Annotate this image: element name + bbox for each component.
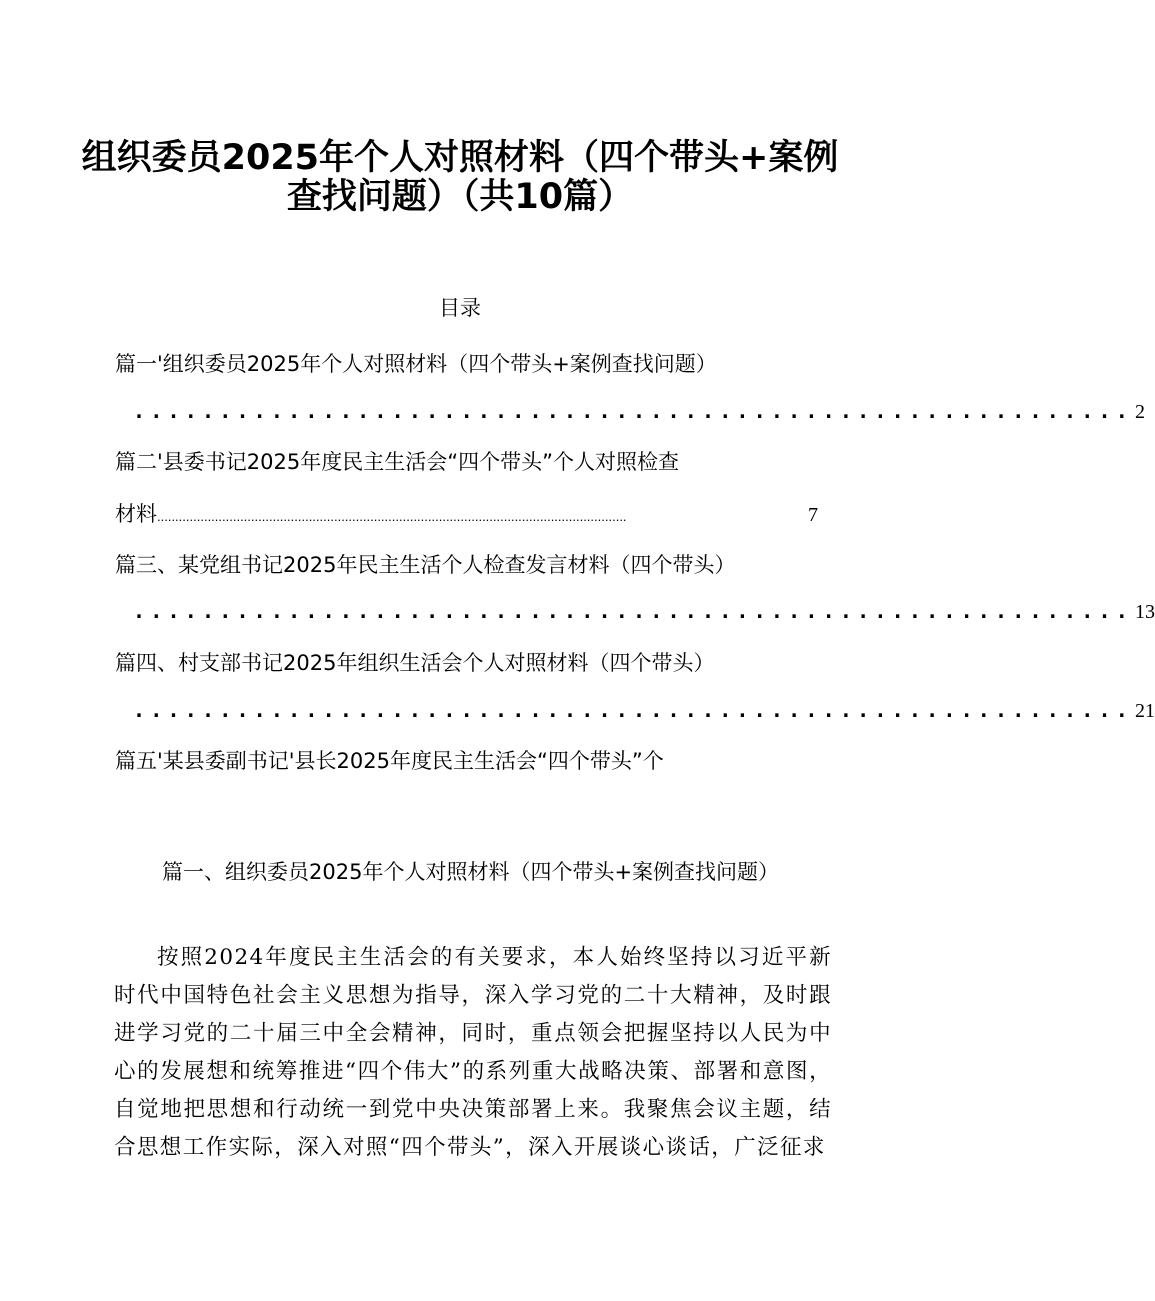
- toc-item-2-label-cont: 材料: [115, 502, 157, 526]
- toc-item-2-label[interactable]: 篇二'县委书记2025年度民主生活会“四个带头”个人对照检查: [115, 450, 679, 474]
- toc-dot-leader: ..........................................................: [133, 599, 1133, 623]
- toc-dot-leader: ..........................................................: [133, 698, 1133, 722]
- document-title-line-2: 查找问题）（共10篇）: [286, 177, 634, 217]
- toc-item-5-label[interactable]: 篇五'某县委副书记'县长2025年度民主生活会“四个带头”个: [115, 749, 664, 773]
- toc-item-1-page: 2: [1134, 401, 1145, 423]
- document-title-line-1: 组织委员2025年个人对照材料（四个带头+案例: [81, 138, 839, 178]
- toc-item-1-leader-row[interactable]: [133, 396, 1145, 427]
- toc-item-2-leader-row[interactable]: [115, 499, 818, 532]
- body-paragraph: 按照2024年度民主生活会的有关要求，本人始终坚持以习近平新时代中国特色社会主义思想为指导，深入学习党的二十大精神，及时跟进学习党的二十届三中全会精神，同时，重点领会把握坚持以人民为中心的发展想和统筹推进“四个伟大”的系列重大战略决策、部署和意图，自觉地把思想和行动统一到党中央决策部署上来。我聚焦会议主题，结合思想工作实际，深入对照“四个带头”，深入开展谈心谈话，广泛征求: [114, 945, 832, 1160]
- toc-item-4-page: 21: [1134, 700, 1155, 722]
- toc-dot-leader: ..........................................................: [133, 399, 1133, 423]
- toc-heading: 目录: [439, 296, 481, 320]
- toc-item-3-label[interactable]: 篇三、某党组书记2025年民主生活个人检查发言材料（四个带头）: [115, 553, 736, 577]
- section-heading: 篇一、组织委员2025年个人对照材料（四个带头+案例查找问题）: [162, 860, 780, 884]
- toc-item-3-leader-row[interactable]: [133, 596, 1155, 627]
- toc-item-1-label[interactable]: 篇一'组织委员2025年个人对照材料（四个带头+案例查找问题）: [115, 352, 717, 376]
- toc-item-2-page: 7: [808, 504, 818, 526]
- toc-dot-leader: ..................................................................................................................................: [157, 509, 627, 524]
- toc-item-4-leader-row[interactable]: [133, 695, 1155, 726]
- toc-item-3-page: 13: [1134, 601, 1155, 623]
- toc-item-4-label[interactable]: 篇四、村支部书记2025年组织生活会个人对照材料（四个带头）: [115, 651, 715, 675]
